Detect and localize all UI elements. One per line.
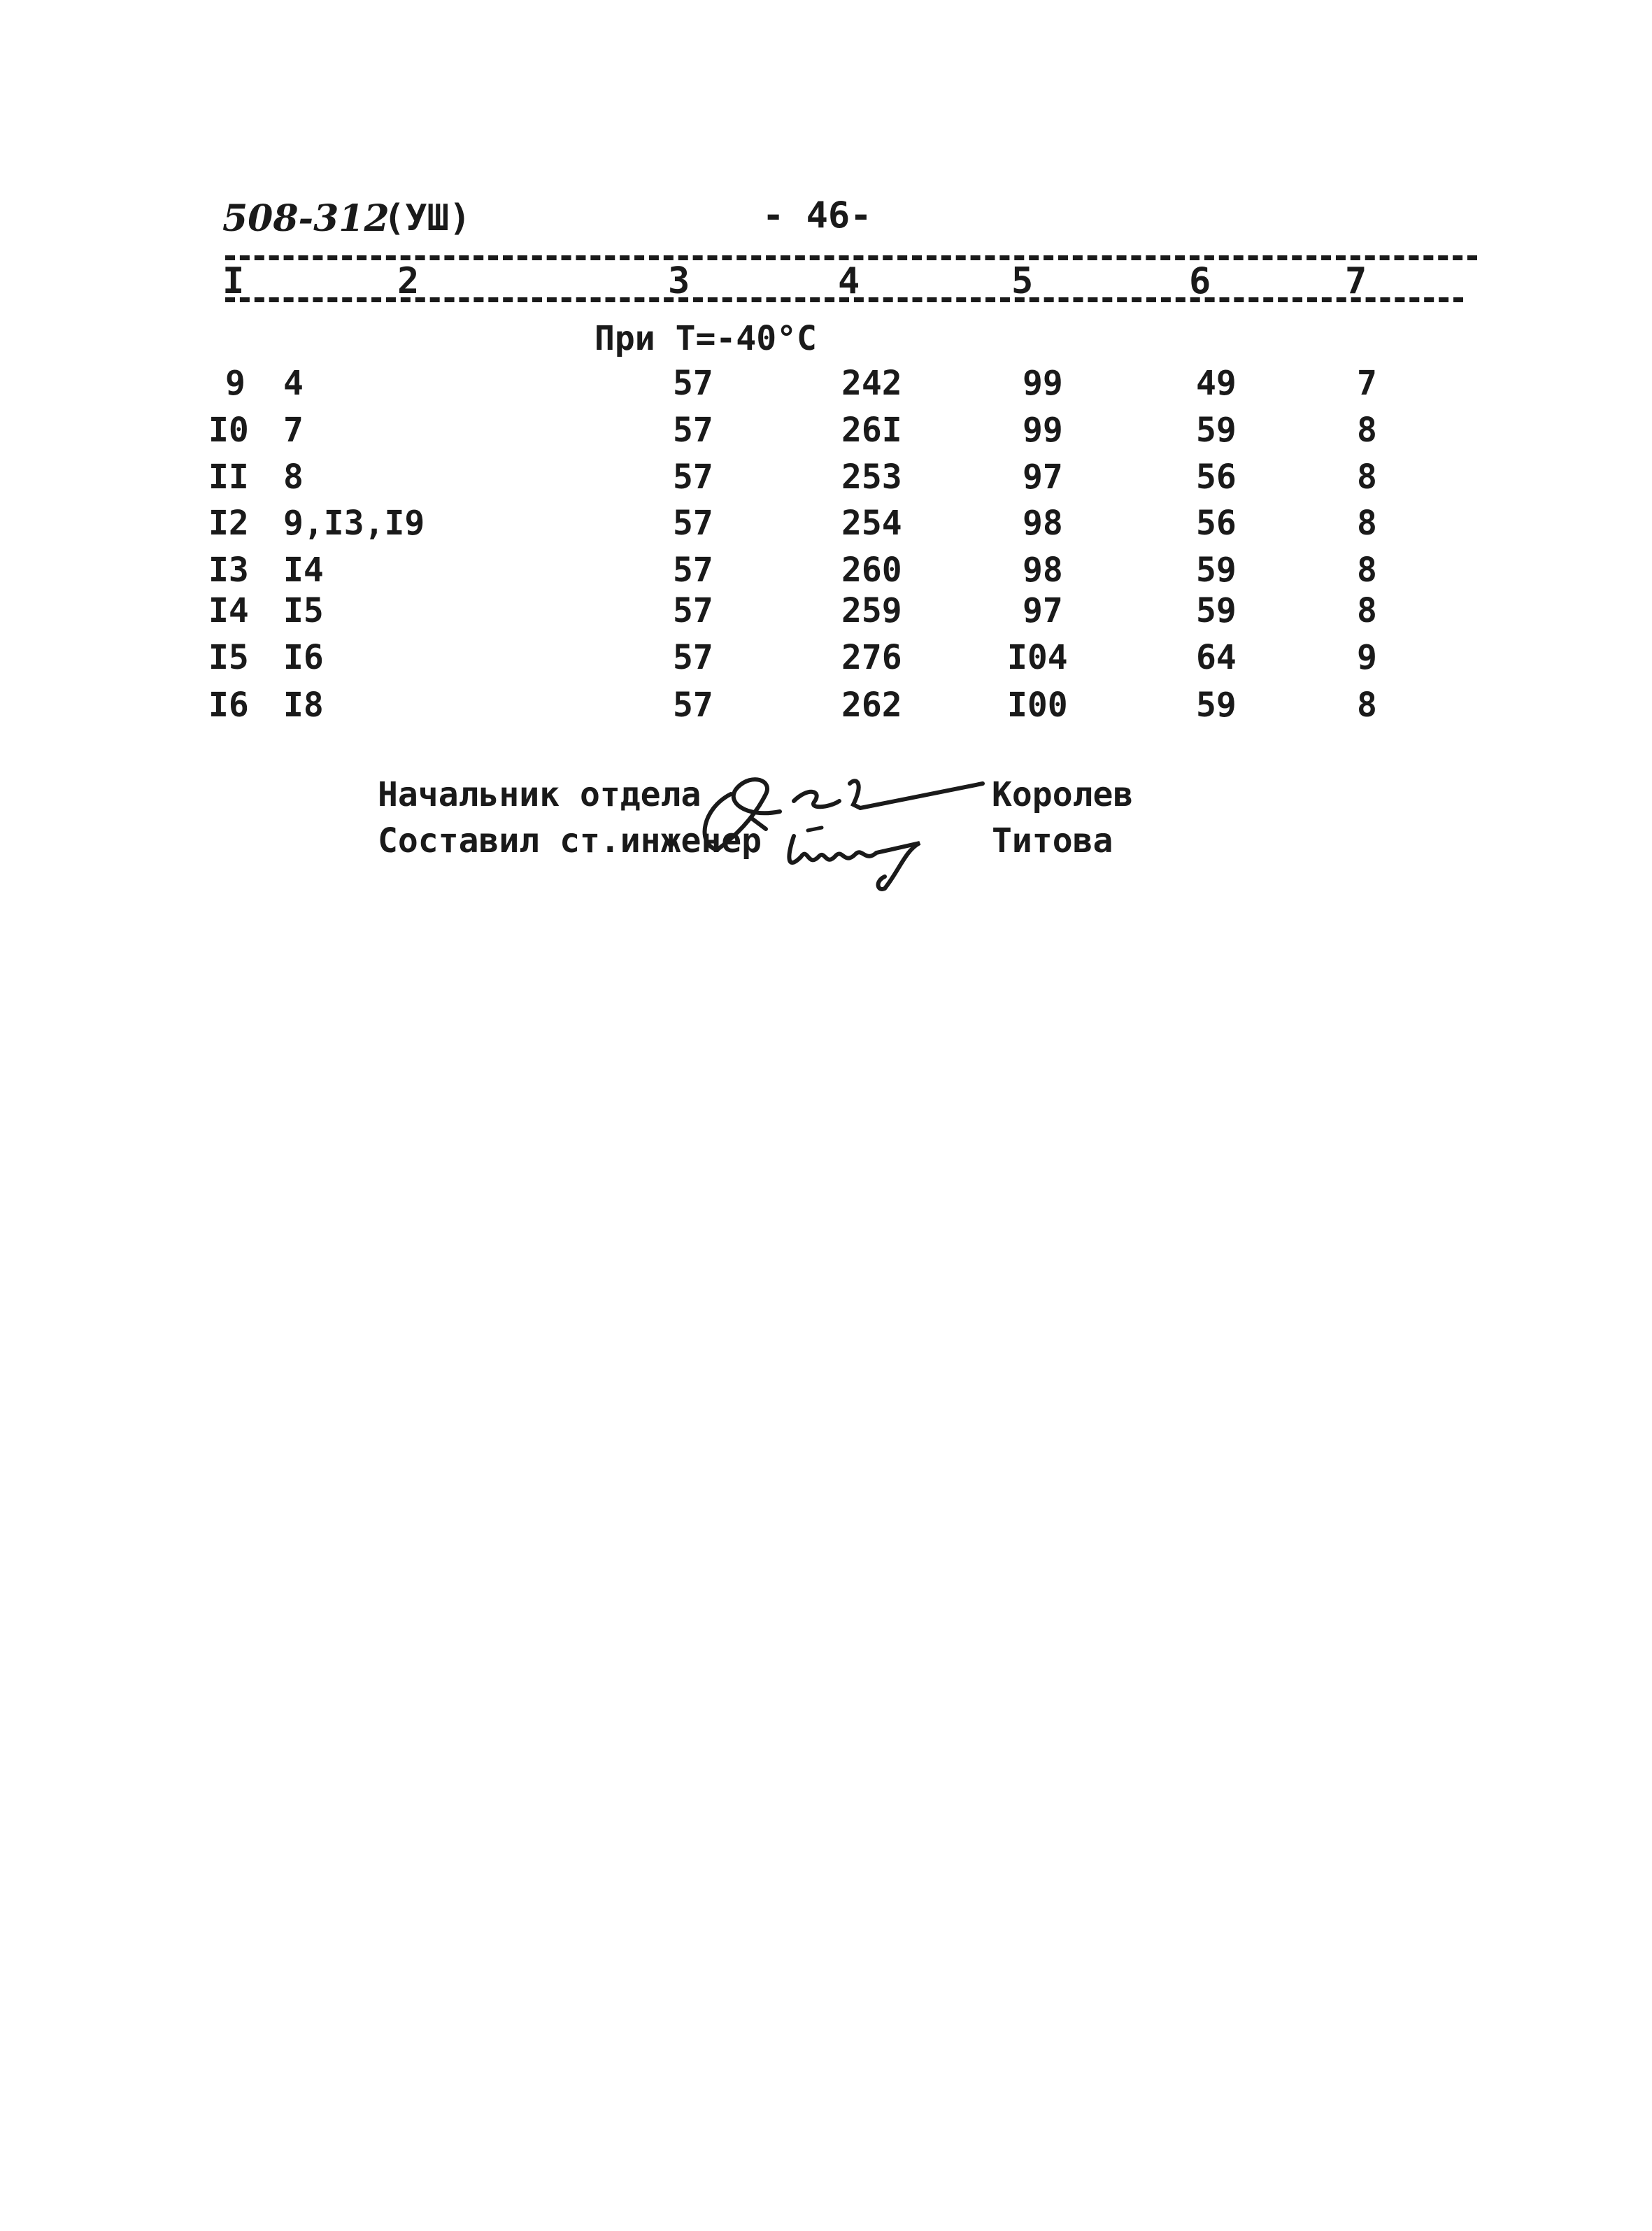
cell-col5: I00 bbox=[1007, 686, 1068, 725]
cell-col1: I3 bbox=[208, 551, 249, 590]
cell-col2: 8 bbox=[283, 458, 304, 497]
cell-col3: 57 bbox=[673, 591, 713, 630]
section-label: При T=-40°C bbox=[594, 319, 817, 358]
cell-col1: I4 bbox=[208, 591, 249, 630]
cell-col7: 8 bbox=[1357, 458, 1377, 497]
column-header-3: 3 bbox=[668, 260, 690, 302]
cell-col7: 7 bbox=[1357, 364, 1377, 403]
cell-col2: I6 bbox=[283, 638, 324, 677]
cell-col1: I6 bbox=[208, 686, 249, 725]
column-header-4: 4 bbox=[838, 260, 860, 302]
cell-col2: 9,I3,I9 bbox=[283, 504, 425, 543]
cell-col7: 8 bbox=[1357, 411, 1377, 450]
cell-col4: 253 bbox=[841, 458, 902, 497]
cell-col3: 57 bbox=[673, 411, 713, 450]
cell-col5: 97 bbox=[1023, 591, 1063, 630]
column-header-5: 5 bbox=[1011, 260, 1034, 302]
cell-col1: 9 bbox=[225, 364, 245, 403]
page-number: - 46- bbox=[762, 194, 872, 236]
cell-col6: 59 bbox=[1196, 686, 1237, 725]
cell-col3: 57 bbox=[673, 551, 713, 590]
cell-col2: 4 bbox=[283, 364, 304, 403]
cell-col6: 59 bbox=[1196, 551, 1237, 590]
cell-col2: 7 bbox=[283, 411, 304, 450]
cell-col5: 97 bbox=[1023, 458, 1063, 497]
signatory-title-2: Составил ст.инженер bbox=[378, 821, 762, 860]
signatory-title-1: Начальник отдела bbox=[378, 775, 702, 814]
cell-col1: I5 bbox=[208, 638, 249, 677]
cell-col1: II bbox=[208, 458, 249, 497]
cell-col6: 59 bbox=[1196, 591, 1237, 630]
cell-col5: 98 bbox=[1023, 551, 1063, 590]
cell-col4: 254 bbox=[841, 504, 902, 543]
cell-col7: 8 bbox=[1357, 591, 1377, 630]
cell-col6: 56 bbox=[1196, 458, 1237, 497]
column-header-7: 7 bbox=[1345, 260, 1367, 302]
cell-col3: 57 bbox=[673, 638, 713, 677]
signatory-name-1: Королев bbox=[992, 775, 1134, 814]
column-header-1: I bbox=[222, 260, 245, 302]
cell-col6: 49 bbox=[1196, 364, 1237, 403]
cell-col3: 57 bbox=[673, 686, 713, 725]
cell-col6: 64 bbox=[1196, 638, 1237, 677]
signatory-name-2: Титова bbox=[992, 821, 1113, 860]
cell-col7: 8 bbox=[1357, 551, 1377, 590]
cell-col7: 8 bbox=[1357, 686, 1377, 725]
cell-col4: 242 bbox=[841, 364, 902, 403]
cell-col5: 99 bbox=[1023, 411, 1063, 450]
cell-col3: 57 bbox=[673, 504, 713, 543]
cell-col1: I2 bbox=[208, 504, 249, 543]
cell-col4: 26I bbox=[841, 411, 902, 450]
handwritten-signatures bbox=[689, 752, 997, 892]
cell-col7: 9 bbox=[1357, 638, 1377, 677]
cell-col5: 98 bbox=[1023, 504, 1063, 543]
column-header-2: 2 bbox=[397, 260, 420, 302]
cell-col2: I4 bbox=[283, 551, 324, 590]
cell-col2: I5 bbox=[283, 591, 324, 630]
cell-col4: 259 bbox=[841, 591, 902, 630]
cell-col3: 57 bbox=[673, 458, 713, 497]
cell-col5: 99 bbox=[1023, 364, 1063, 403]
table-top-rule bbox=[225, 255, 1477, 260]
cell-col1: I0 bbox=[208, 411, 249, 450]
cell-col7: 8 bbox=[1357, 504, 1377, 543]
cell-col6: 56 bbox=[1196, 504, 1237, 543]
cell-col4: 260 bbox=[841, 551, 902, 590]
cell-col5: I04 bbox=[1007, 638, 1068, 677]
cell-col2: I8 bbox=[283, 686, 324, 725]
cell-col6: 59 bbox=[1196, 411, 1237, 450]
cell-col4: 262 bbox=[841, 686, 902, 725]
cell-col4: 276 bbox=[841, 638, 902, 677]
cell-col3: 57 bbox=[673, 364, 713, 403]
document-code: 508-312 bbox=[222, 197, 390, 240]
document-code-suffix: (УШ) bbox=[383, 197, 471, 239]
column-header-6: 6 bbox=[1189, 260, 1211, 302]
